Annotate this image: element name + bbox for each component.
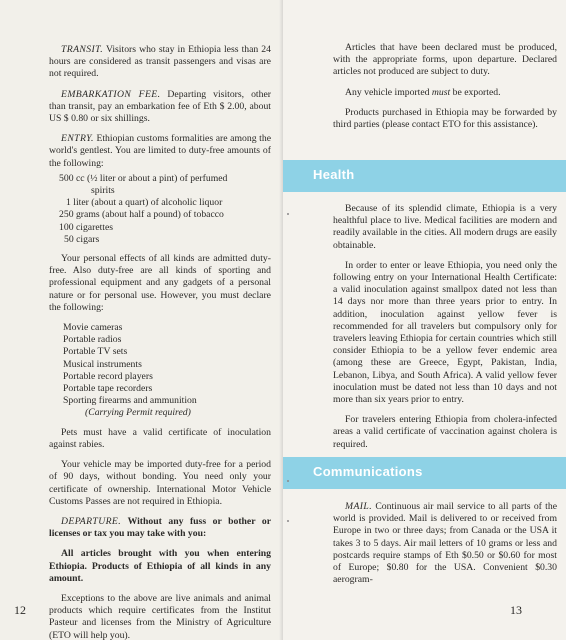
declared-paragraph: Articles that have been declared must be produced, with the appropriate forms, upon departure. Declared articles not produced are subject to duty.: [333, 42, 557, 78]
declare-item: Portable radios: [63, 334, 122, 346]
health-heading: Health: [313, 167, 355, 182]
declare-item: Movie cameras: [63, 322, 123, 334]
declare-item: Portable tape recorders: [63, 383, 153, 395]
communications-column: [333, 501, 557, 594]
margin-dot: [287, 213, 289, 215]
entry-lead: ENTRY.: [61, 133, 94, 145]
departure-lead: DEPARTURE.: [61, 515, 122, 527]
duty-item: 50 cigars: [64, 233, 100, 245]
right-page: [283, 0, 566, 640]
declare-item: Musical instruments: [63, 358, 142, 370]
page-number-left: 12: [14, 603, 26, 617]
exceptions-paragraph: Exceptions to the above are live animals and animal products which require certificates from the Institut Pasteur and licenses from the Ministry of Agriculture (ETO will help you).: [49, 592, 271, 640]
duty-item: 100 cigarettes: [59, 221, 114, 233]
declare-item: Portable TV sets: [63, 346, 128, 358]
vehicle-paragraph: Your vehicle may be imported duty-free for a period of 90 days, without bonding. You need only your certificate of ownership. International Motor Vehicle Customs Passes are not required in Ethiopia.: [49, 459, 271, 507]
transit-lead: TRANSIT.: [61, 44, 104, 55]
declare-item-note: (Carrying Permit required): [85, 407, 191, 419]
margin-dot: [287, 520, 289, 522]
duty-item: spirits: [91, 185, 115, 197]
vehicle-exported-pre: Any vehicle imported: [345, 86, 432, 98]
embarkation-lead: EMBARKATION FEE.: [61, 88, 161, 100]
pets-paragraph: Pets must have a valid certificate of inoculation against rabies.: [49, 426, 271, 450]
articles-paragraph: All articles brought with you when entering Ethiopia. Products of Ethiopia of all kinds in any amount.: [49, 548, 271, 584]
mail-text: Continuous air mail service to all parts of the world is provided. Mail is delivered to or received from Europe in two or three days; from Canada or the USA it takes 3 to 5 days. Air mail letters of 10 grams or less and postcards require stamps of Eth $0.50 or $0.60 for most of Europe; $0.80 for the USA. Convenient $0.30 aerogram-: [333, 501, 558, 586]
duty-item: 250 grams (about half a pound) of tobacco: [59, 209, 224, 221]
health-banner: [283, 160, 566, 192]
transit-paragraph: [49, 44, 271, 81]
health-paragraph-2: In order to enter or leave Ethiopia, you need only the following entry on your International Health Certificate: a valid inoculation against smallpox dated not less than 14 days nor more than three years prior to entry. In addition, inoculation against yellow fever is recommended for all travelers but compulsory only for travelers leaving Ethiopia for certain countries which still consider Ethiopia to be a yellow fever endemic area (among these are Greece, Egypt, Pakistan, India, Lebanon, Libya, and South Africa). A valid yellow fever inoculation must be dated not less than 10 days and not more than six years prior to entry.: [333, 259, 557, 406]
duty-free-list: [49, 173, 271, 246]
duty-item: 500 cc (½ liter or about a pint) of perfumed: [59, 172, 228, 184]
health-column: [333, 203, 557, 459]
entry-text: Ethiopian customs formalities are among the world's gentlest. You are limited to duty-free amounts of the following:: [49, 133, 271, 169]
entry-paragraph: [49, 133, 271, 170]
embarkation-paragraph: [49, 89, 271, 126]
right-column-top: [333, 42, 557, 139]
departure-text: Without any fuss or bother or licenses or tax you may take with you:: [49, 515, 272, 540]
vehicle-exported-emphasis: must: [431, 86, 451, 98]
communications-heading: Communications: [313, 464, 423, 479]
declare-item: Portable record players: [63, 370, 153, 382]
products-forwarded-paragraph: Products purchased in Ethiopia may be forwarded by third parties (please contact ETO for this assistance).: [333, 106, 557, 131]
mail-lead: MAIL.: [345, 501, 373, 512]
personal-effects-paragraph: Your personal effects of all kinds are admitted duty-free. Also duty-free are all kinds of sporting and professional equipment and any gadgets of a personal nature or for personal use. However, you must declare the following:: [49, 253, 271, 313]
duty-item: 1 liter (about a quart) of alcoholic liquor: [66, 197, 223, 209]
vehicle-exported-post: be exported.: [450, 86, 501, 98]
communications-banner: [283, 457, 566, 489]
departure-paragraph: [49, 516, 271, 540]
embarkation-text: Departing visitors, other than transit, pay an embarkation fee of Eth $ 2.00, about US $ 0.80 or six shillings.: [49, 88, 271, 125]
vehicle-exported-paragraph: [333, 87, 557, 99]
health-paragraph-3: For travelers entering Ethiopia from cholera-infected areas a valid certificate of vaccination against cholera is required.: [333, 414, 557, 450]
transit-text: Visitors who stay in Ethiopia less than 24 hours are considered as transit passengers and visas are not required.: [49, 44, 271, 80]
health-paragraph-1: Because of its splendid climate, Ethiopia is a very healthful place to live. Medical facilities are modern and readily available in the cities. All modern drugs are easily obtainable.: [333, 203, 557, 251]
declare-item: Sporting firearms and ammunition: [63, 395, 197, 407]
margin-dot: [287, 480, 289, 482]
mail-paragraph: [333, 501, 557, 586]
declare-list: [49, 322, 271, 420]
left-column: [49, 44, 271, 640]
page-number-right: 13: [510, 603, 522, 617]
